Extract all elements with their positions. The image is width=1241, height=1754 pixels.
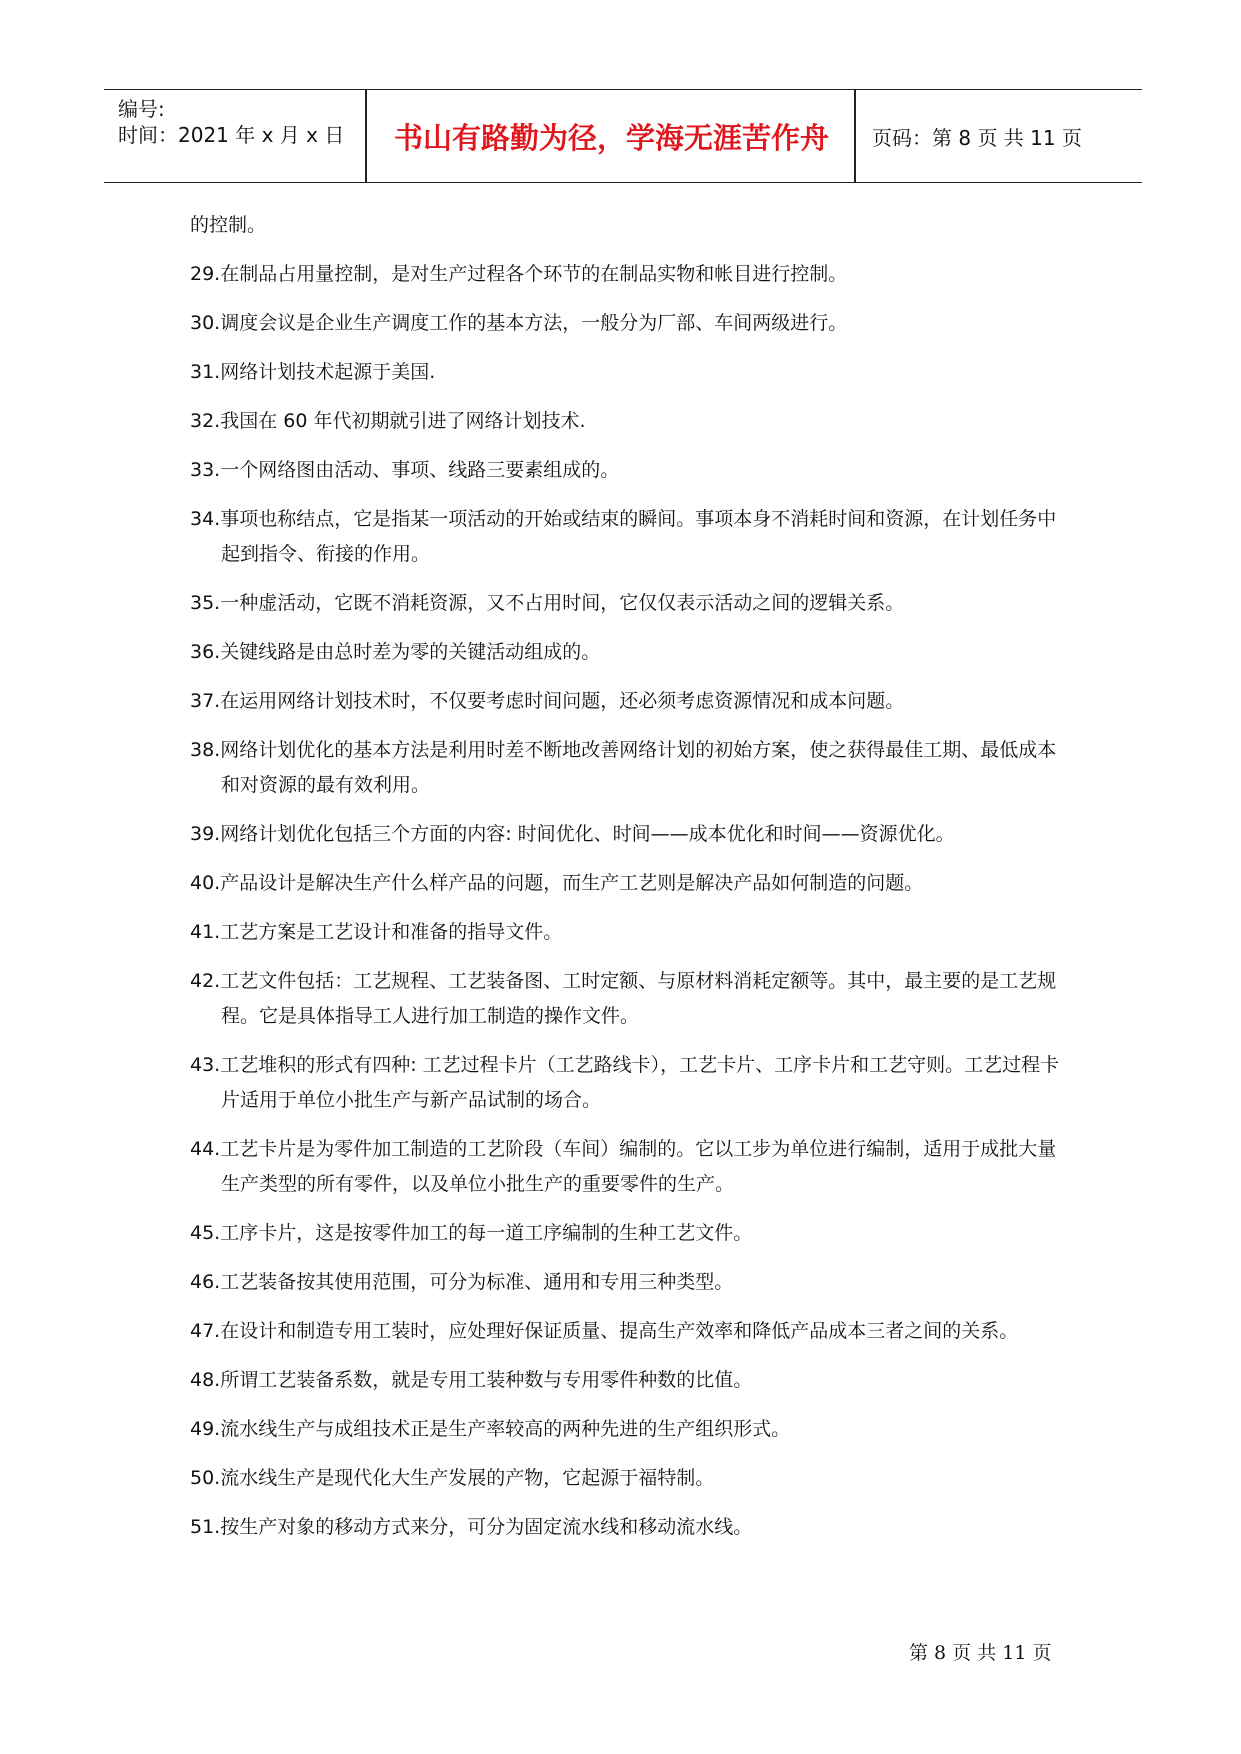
list-item: 51.按生产对象的移动方式来分，可分为固定流水线和移动流水线。 — [190, 1516, 753, 1538]
list-item: 31.网络计划技术起源于美国. — [190, 361, 436, 383]
page-header — [104, 89, 1142, 183]
list-item: 38.网络计划优化的基本方法是利用时差不断地改善网络计划的初始方案，使之获得最佳工期、最低成本和对资源的最有效利用。 — [190, 739, 1057, 796]
list-item: 48.所谓工艺装备系数，就是专用工装种数与专用零件种数的比值。 — [190, 1369, 753, 1391]
list-item: 50.流水线生产是现代化大生产发展的产物，它起源于福特制。 — [190, 1467, 715, 1489]
document-body — [190, 208, 1060, 1559]
list-item: 32.我国在 60 年代初期就引进了网络计划技术. — [190, 410, 586, 432]
list-item: 49.流水线生产与成组技术正是生产率较高的两种先进的生产组织形式。 — [190, 1418, 791, 1440]
page-footer: 第 8 页 共 11 页 — [909, 1642, 1052, 1664]
header-meta — [118, 90, 368, 182]
header-divider — [854, 90, 856, 182]
document-number-label: 编号: — [118, 97, 165, 121]
list-item: 34.事项也称结点，它是指某一项活动的开始或结束的瞬间。事项本身不消耗时间和资源，在计划任务中起到指令、衔接的作用。 — [190, 508, 1057, 565]
header-divider — [365, 90, 367, 182]
list-item: 47.在设计和制造专用工装时，应处理好保证质量、提高生产效率和降低产品成本三者之间的关系。 — [190, 1320, 1019, 1342]
list-item: 37.在运用网络计划技术时，不仅要考虑时间问题，还必须考虑资源情况和成本问题。 — [190, 690, 905, 712]
list-item: 36.关键线路是由总时差为零的关键活动组成的。 — [190, 641, 601, 663]
list-item: 44.工艺卡片是为零件加工制造的工艺阶段（车间）编制的。它以工步为单位进行编制，适用于成批大量生产类型的所有零件，以及单位小批生产的重要零件的生产。 — [190, 1138, 1057, 1195]
list-item: 41.工艺方案是工艺设计和准备的指导文件。 — [190, 921, 563, 943]
list-item: 42.工艺文件包括：工艺规程、工艺装备图、工时定额、与原材料消耗定额等。其中，最主要的是工艺规程。它是具体指导工人进行加工制造的操作文件。 — [190, 970, 1057, 1027]
list-item: 33.一个网络图由活动、事项、线路三要素组成的。 — [190, 459, 620, 481]
header-motto: 书山有路勤为径，学海无涯苦作舟 — [393, 120, 829, 155]
list-item: 45.工序卡片，这是按零件加工的每一道工序编制的生种工艺文件。 — [190, 1222, 753, 1244]
list-item: 40.产品设计是解决生产什么样产品的问题，而生产工艺则是解决产品如何制造的问题。 — [190, 872, 924, 894]
document-date: 时间：2021 年 x 月 x 日 — [118, 123, 345, 147]
list-item: 43.工艺堆积的形式有四种: 工艺过程卡片（工艺路线卡），工艺卡片、工序卡片和工艺守则。工艺过程卡片适用于单位小批生产与新产品试制的场合。 — [190, 1054, 1060, 1111]
list-item: 29.在制品占用量控制，是对生产过程各个环节的在制品实物和帐目进行控制。 — [190, 263, 848, 285]
list-item: 35.一种虚活动，它既不消耗资源，又不占用时间，它仅仅表示活动之间的逻辑关系。 — [190, 592, 905, 614]
list-item: 46.工艺装备按其使用范围，可分为标准、通用和专用三种类型。 — [190, 1271, 734, 1293]
list-item: 39.网络计划优化包括三个方面的内容: 时间优化、时间——成本优化和时间——资源优化。 — [190, 823, 955, 845]
list-item: 30.调度会议是企业生产调度工作的基本方法，一般分为厂部、车间两级进行。 — [190, 312, 848, 334]
header-page-code: 页码：第 8 页 共 11 页 — [872, 125, 1082, 150]
list-item: 的控制。 — [190, 214, 267, 236]
